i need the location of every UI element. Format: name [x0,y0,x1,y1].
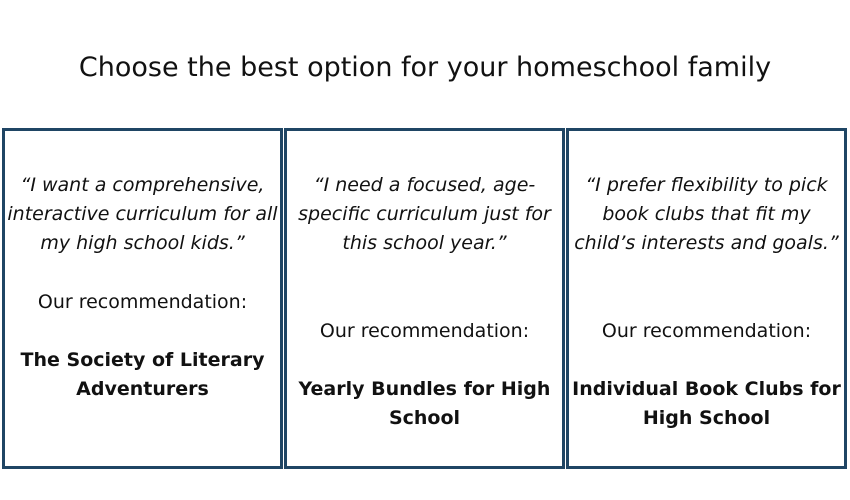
option-quote: “I need a focused, age-specific curriculum just for this school year.” [298,174,551,254]
page-title: Choose the best option for your homeschool family [78,52,772,83]
option-card-individual-clubs [566,128,847,469]
recommendation-title: The Society of Literary Adventurers [20,349,265,400]
option-quote: “I prefer flexibility to pick book clubs that fit my child’s interests and goals.” [574,174,839,254]
option-card-yearly-bundles [284,128,565,469]
recommendation-label: Our recommendation: [319,320,530,342]
recommendation-label: Our recommendation: [37,291,248,313]
options-grid [2,128,847,469]
option-quote: “I want a comprehensive, interactive curriculum for all my high school kids.” [7,174,278,254]
recommendation-title: Individual Book Clubs for High School [572,378,841,429]
recommendation-title: Yearly Bundles for High School [298,378,551,429]
recommendation-label: Our recommendation: [601,320,812,342]
option-card-society [2,128,283,469]
